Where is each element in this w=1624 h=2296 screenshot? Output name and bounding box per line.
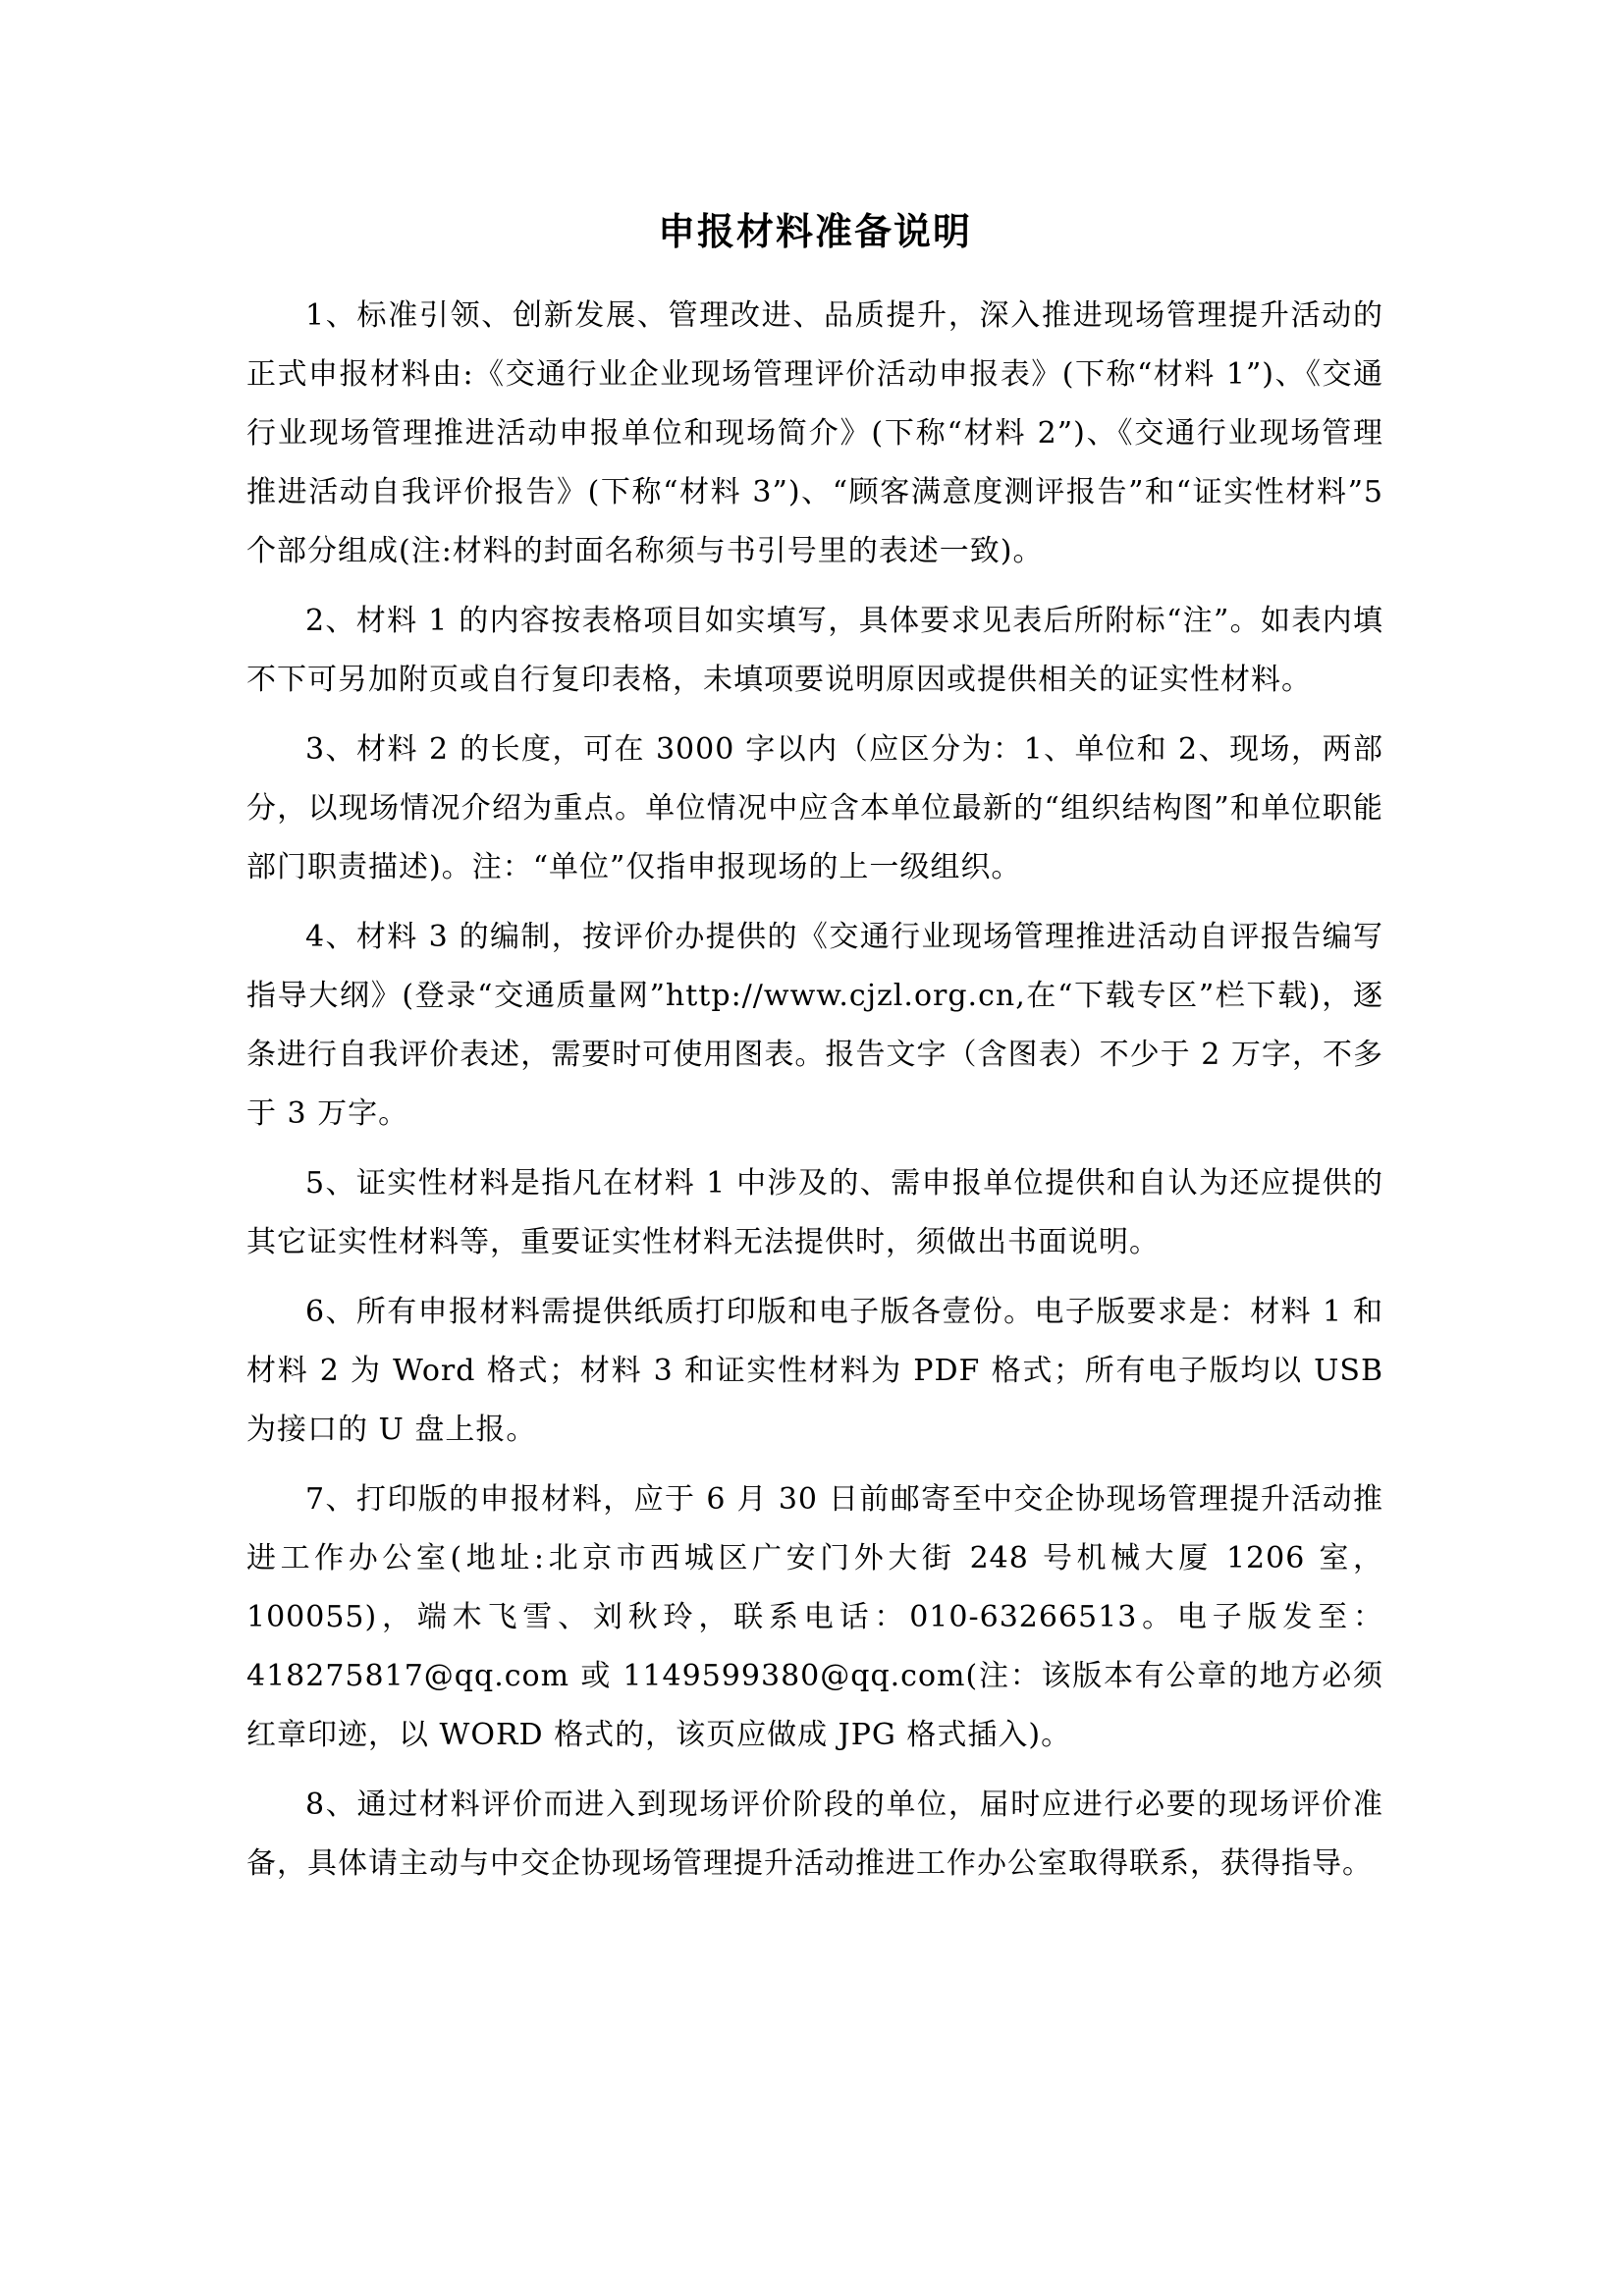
paragraph-6: 6、所有申报材料需提供纸质打印版和电子版各壹份。电子版要求是：材料 1 和材料 2 为 Word 格式；材料 3 和证实性材料为 PDF 格式；所有电子版均以 USB 为接口的 U 盘上报。 <box>246 1295 1383 1447</box>
paragraph-5: 5、证实性材料是指凡在材料 1 中涉及的、需申报单位提供和自认为还应提供的其它证实性材料等，重要证实性材料无法提供时，须做出书面说明。 <box>246 1166 1383 1259</box>
paragraph-1: 1、标准引领、创新发展、管理改进、品质提升，深入推进现场管理提升活动的正式申报材料由:《交通行业企业现场管理评价活动申报表》(下称“材料 1”)、《交通行业现场管理推进活动申报单位和现场简介》(下称“材料 2”)、《交通行业现场管理推进活动自我评价报告》(下称“材料 3”)、“顾客满意度测评报告”和“证实性材料”5 个部分组成(注:材料的封面名称须与书引号里的表述一致)。 <box>246 298 1383 568</box>
document-body <box>246 206 1383 1904</box>
paragraph-8: 8、通过材料评价而进入到现场评价阶段的单位，届时应进行必要的现场评价准备，具体请主动与中交企协现场管理提升活动推进工作办公室取得联系，获得指导。 <box>246 1788 1383 1881</box>
paragraph-2: 2、材料 1 的内容按表格项目如实填写，具体要求见表后所附标“注”。如表内填不下可另加附页或自行复印表格，未填项要说明原因或提供相关的证实性材料。 <box>246 604 1383 697</box>
page-title: 申报材料准备说明 <box>657 210 972 253</box>
paragraph-3: 3、材料 2 的长度，可在 3000 字以内（应区分为：1、单位和 2、现场，两部分，以现场情况介绍为重点。单位情况中应含本单位最新的“组织结构图”和单位职能部门职责描述)。注：“单位”仅指申报现场的上一级组织。 <box>246 732 1383 884</box>
paragraph-7: 7、打印版的申报材料，应于 6 月 30 日前邮寄至中交企协现场管理提升活动推进工作办公室(地址:北京市西城区广安门外大街 248 号机械大厦 1206 室，100055)，端木飞雪、刘秋玲，联系电话：010-63266513。电子版发至：418275817@qq.com 或 1149599380@qq.com(注：该版本有公章的地方必须红章印迹，以 WORD 格式的，该页应做成 JPG 格式插入)。 <box>246 1482 1383 1752</box>
paragraph-4: 4、材料 3 的编制，按评价办提供的《交通行业现场管理推进活动自评报告编写指导大纲》(登录“交通质量网”http://www.cjzl.org.cn,在“下载专区”栏下载)，逐条进行自我评价表述，需要时可使用图表。报告文字（含图表）不少于 2 万字，不多于 3 万字。 <box>246 920 1383 1131</box>
